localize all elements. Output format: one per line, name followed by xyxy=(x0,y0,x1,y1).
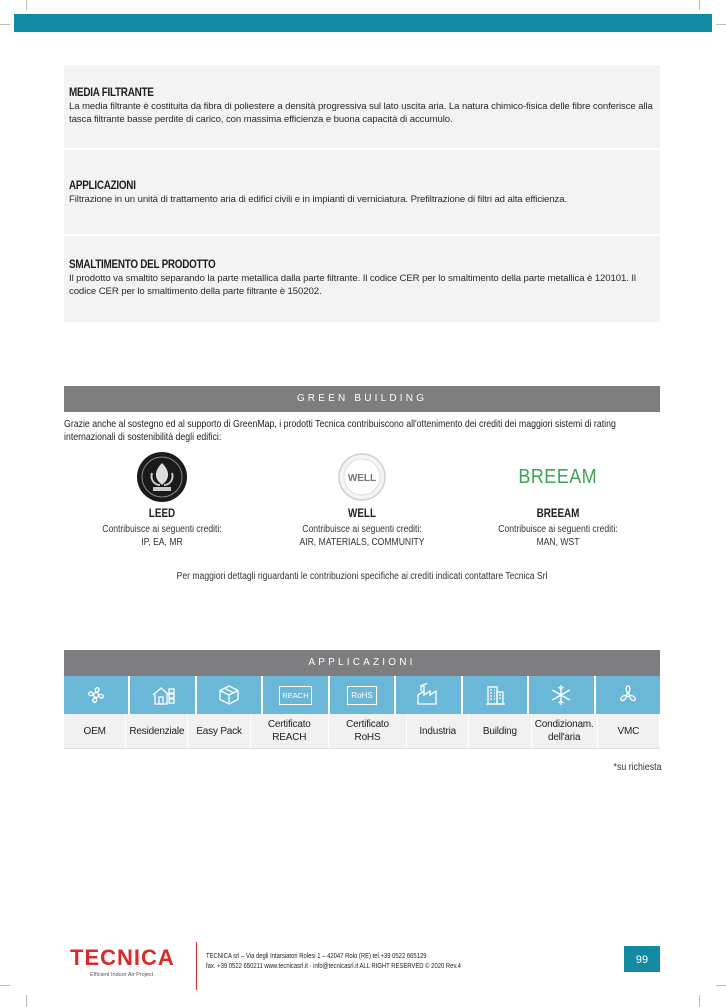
leed-name: LEED xyxy=(148,508,176,520)
factory-icon xyxy=(396,676,462,714)
application-label: Certificato REACH xyxy=(251,714,329,748)
application-label: Certificato RoHS xyxy=(329,714,407,748)
section-title: SMALTIMENTO DEL PRODOTTO xyxy=(69,259,216,271)
well-logo xyxy=(262,450,462,504)
green-building-footer: Per maggiori dettagli riguardanti le contribuzioni specifiche ai crediti indicati contattare Tecnica Srl xyxy=(176,571,548,582)
crop-mark xyxy=(26,995,27,1007)
tecnica-logo xyxy=(70,947,175,978)
page-number: 99 xyxy=(624,946,660,972)
section-text: Filtrazione in un unità di trattamento aria di edifici civili e in impianti di verniciatura. Prefiltrazione di filtri ad alta efficienza. xyxy=(69,194,568,205)
breeam-name: BREEAM xyxy=(536,508,580,520)
leed-credits: IP, EA, MR xyxy=(141,536,183,548)
company-address xyxy=(206,951,461,971)
leed-column xyxy=(62,450,262,549)
breeam-credits-label: Contribuisce ai seguenti crediti: xyxy=(498,524,618,535)
section-title: APPLICAZIONI xyxy=(69,180,136,192)
house-icon xyxy=(130,676,196,714)
well-credits: AIR, MATERIALS, COMMUNITY xyxy=(299,536,425,548)
section-media-filtrante xyxy=(64,65,660,148)
top-accent-bar xyxy=(14,14,712,32)
application-label: OEM xyxy=(64,714,126,748)
applications-label-row xyxy=(64,714,660,749)
breeam-logo xyxy=(458,450,658,504)
snowflake-icon xyxy=(529,676,595,714)
fan-icon xyxy=(64,676,130,714)
application-label: Condizionam. dell'aria xyxy=(532,714,598,748)
rohs-icon xyxy=(330,676,396,714)
well-credits-label: Contribuisce ai seguenti crediti: xyxy=(302,524,422,535)
well-name: WELL xyxy=(347,508,377,520)
green-building-intro: Grazie anche al sostegno ed al supporto di GreenMap, i prodotti Tecnica contribuiscono all'ottenimento dei crediti dei maggiori sistemi di rating internazionali di sostenibilità degli edifici: xyxy=(64,419,616,443)
section-applicazioni xyxy=(64,150,660,234)
reach-icon xyxy=(263,676,329,714)
application-label: Residenziale xyxy=(126,714,188,748)
applications-table xyxy=(64,676,660,749)
crop-mark xyxy=(26,0,27,10)
applications-header: APPLICAZIONI xyxy=(64,650,660,676)
section-text: La media filtrante è costituita da fibra di poliestere a densità progressiva sul lato uscita aria. La natura chimico-fisica delle fibre conferisce alla tasca filtrante basse perdite di carico, con massima efficienza e buona capacità di accumulo. xyxy=(69,101,653,125)
address-line-1: TECNICA srl – Via degli Intarsiatori Rolesi 1 – 42047 Rolo (RE) tel.+39 0522 665129 xyxy=(206,951,427,960)
green-building-header: GREEN BUILDING xyxy=(64,386,660,412)
ventilation-icon xyxy=(596,676,660,714)
crop-mark xyxy=(0,24,10,25)
application-label: Building xyxy=(469,714,531,748)
building-icon xyxy=(463,676,529,714)
section-title: MEDIA FILTRANTE xyxy=(69,87,154,99)
footer-divider xyxy=(196,942,197,990)
breeam-column xyxy=(458,450,658,549)
box-icon xyxy=(197,676,263,714)
breeam-credits: MAN, WST xyxy=(536,536,580,548)
application-label: Easy Pack xyxy=(188,714,250,748)
leed-credits-label: Contribuisce ai seguenti crediti: xyxy=(102,524,222,535)
crop-mark xyxy=(716,985,726,986)
applications-icon-row xyxy=(64,676,660,714)
application-label: VMC xyxy=(598,714,660,748)
crop-mark xyxy=(699,995,700,1007)
rohs-badge: RoHS xyxy=(347,686,376,705)
brand-tagline: Efficient Indoor Air Project xyxy=(90,972,154,978)
section-smaltimento xyxy=(64,236,660,322)
crop-mark xyxy=(716,24,726,25)
well-logo-text: WELL xyxy=(347,473,377,484)
section-text: Il prodotto va smaltito separando la parte metallica dalla parte filtrante. Il codice CER per lo smaltimento della parte metallica è 120101. Il codice CER per lo smaltimento della parte filtrante è 150202. xyxy=(69,273,636,297)
application-label: Industria xyxy=(407,714,469,748)
crop-mark xyxy=(699,0,700,10)
breeam-logo-text: BREEAM xyxy=(518,465,598,488)
crop-mark xyxy=(0,985,10,986)
brand-name: TECNICA xyxy=(70,945,175,970)
address-line-2: fax. +39 0522 650211 www.tecnicasrl.it · info@tecnicasrl.it ALL RIGHT RESERVED © 2020 Rev.4 xyxy=(206,961,461,970)
reach-badge: REACH xyxy=(279,686,311,705)
well-column xyxy=(262,450,462,549)
on-request-note: *su richiesta xyxy=(613,762,661,773)
leed-logo xyxy=(62,450,262,504)
